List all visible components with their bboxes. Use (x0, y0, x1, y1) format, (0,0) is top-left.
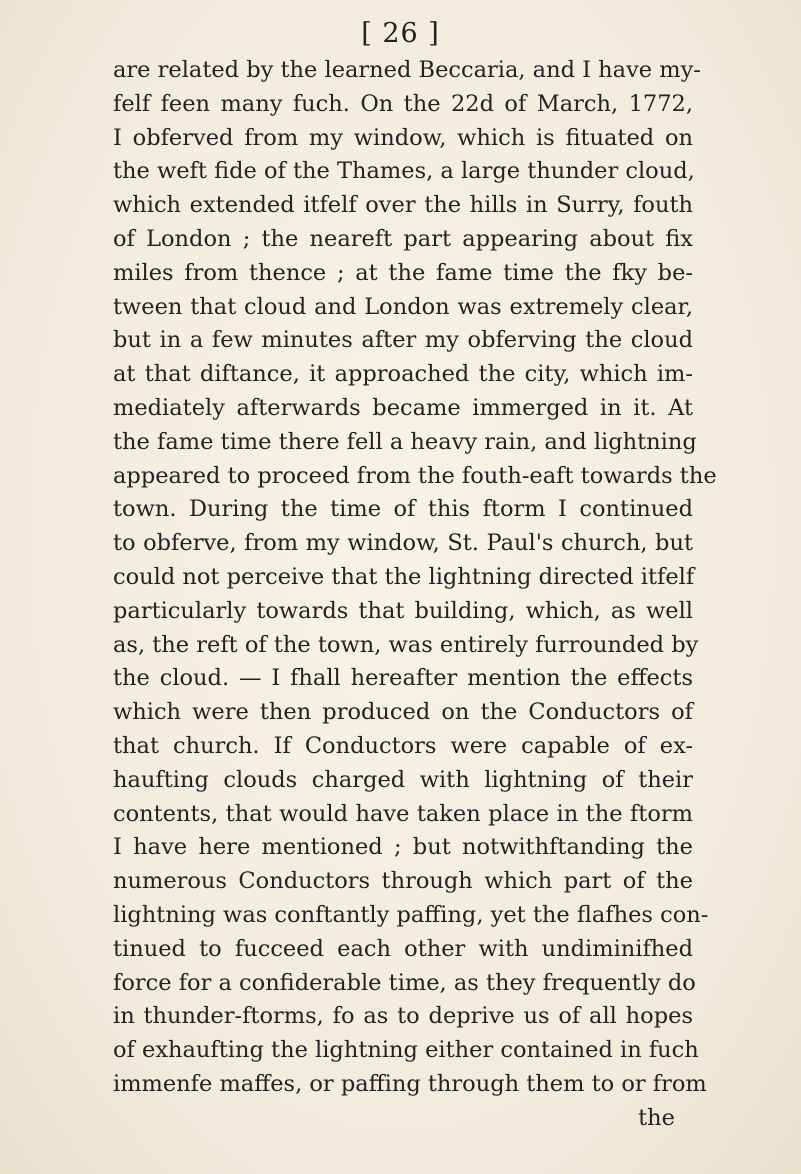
catchword: the (638, 1104, 675, 1131)
text-line: the fame time there fell a heavy rain, and lightning (113, 428, 697, 455)
text-line: which were then produced on the Conductors of (113, 699, 693, 726)
text-line: town. During the time of this ftorm I continued (113, 496, 693, 523)
text-line: in thunder-ftorms, fo as to deprive us of all hopes (113, 1003, 693, 1030)
text-line: could not perceive that the lightning directed itfelf (113, 563, 695, 590)
text-line: of London ; the neareft part appearing about fix (113, 225, 693, 252)
text-line: appeared to proceed from the fouth-eaft towards the (113, 462, 717, 489)
text-line: contents, that would have taken place in the ftorm (113, 800, 693, 827)
text-line: are related by the learned Beccaria, and I have my- (113, 57, 701, 83)
text-line: felf feen many fuch. On the 22d of March, 1772, (113, 90, 693, 117)
text-line: as, the reft of the town, was entirely furrounded by (113, 631, 699, 658)
text-line: tween that cloud and London was extremely clear, (113, 293, 693, 320)
text-line: that church. If Conductors were capable of ex- (113, 732, 693, 759)
text-line: lightning was conftantly paffing, yet the flafhes con- (113, 901, 709, 928)
text-line: tinued to fucceed each other with undiminifhed (113, 935, 693, 962)
text-line: at that diftance, it approached the city, which im- (113, 361, 693, 388)
body-text (113, 54, 717, 1136)
page-number: [ 26 ] (361, 18, 440, 49)
text-line: numerous Conductors through which part of the (113, 868, 693, 895)
text-line: the cloud. — I fhall hereafter mention the effects (113, 665, 693, 692)
text-line: but in a few minutes after my obferving the cloud (113, 327, 693, 354)
text-line: mediately afterwards became immerged in it. At (113, 394, 693, 421)
text-line: which extended itfelf over the hills in Surry, fouth (113, 192, 693, 219)
text-line: miles from thence ; at the fame time the fky be- (113, 259, 693, 286)
text-line: of exhaufting the lightning either contained in fuch (113, 1037, 699, 1064)
text-line: force for a confiderable time, as they frequently do (113, 969, 696, 996)
text-line: I obferved from my window, which is fituated on (113, 124, 693, 151)
text-line: immenfe maffes, or paffing through them to or from (113, 1070, 707, 1097)
text-line: I have here mentioned ; but notwithftanding the (113, 834, 693, 861)
text-line: particularly towards that building, which, as well (113, 597, 693, 624)
text-line: haufting clouds charged with lightning of their (113, 766, 693, 793)
text-line: to obferve, from my window, St. Paul's church, but (113, 530, 693, 557)
text-line: the weft fide of the Thames, a large thunder cloud, (113, 158, 695, 185)
